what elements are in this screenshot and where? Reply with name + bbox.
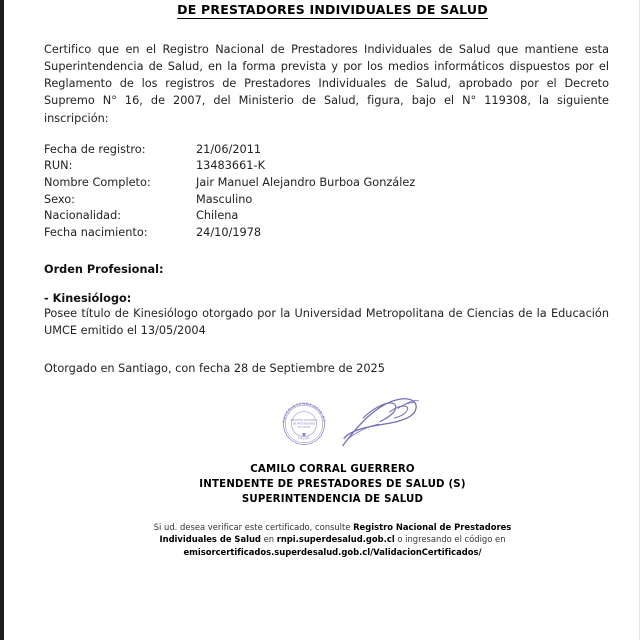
field-label: Sexo: <box>44 192 75 206</box>
field-row-sexo <box>44 192 621 209</box>
signer-block <box>44 463 621 507</box>
verification-footer <box>44 521 621 559</box>
footer-line-2 <box>44 533 621 546</box>
page-title-text: DE PRESTADORES INDIVIDUALES DE SALUD <box>177 2 488 17</box>
page-title <box>44 0 621 17</box>
footer-registry-name: Registro Nacional de Prestadores <box>353 521 512 532</box>
field-row-fecha-nacimiento <box>44 225 621 242</box>
signer-institution: SUPERINTENDENCIA DE SALUD <box>241 493 424 505</box>
verification-url-secondary[interactable]: emisorcertificados.superdesalud.gob.cl/ValidacionCertificados/ <box>183 547 482 558</box>
order-item-body: Posee título de Kinesiólogo otorgado por la Universidad Metropolitana de Ciencias de la Educación UMCE emitido el 13/05/2004 <box>44 307 609 338</box>
svg-text:DE PRESTADORES: DE PRESTADORES <box>292 422 316 426</box>
field-value: 21/06/2011 <box>196 142 262 156</box>
footer-registry-name-cont: Individuales de Salud <box>159 534 261 545</box>
official-seal-icon <box>279 399 329 449</box>
signer-role: INTENDENTE DE PRESTADORES DE SALUD (S) <box>199 479 466 490</box>
footer-text: en <box>260 534 277 545</box>
svg-text:DE SALUD: DE SALUD <box>297 426 311 430</box>
field-value: Jair Manuel Alejandro Burboa González <box>196 175 416 189</box>
field-label: Fecha de registro: <box>44 142 146 156</box>
field-row-nombre-completo <box>44 175 621 192</box>
certificate-page <box>4 0 639 640</box>
field-row-run <box>44 158 621 175</box>
order-section-heading: Orden Profesional: <box>44 263 164 277</box>
svg-text:REGISTRO NACIONAL: REGISTRO NACIONAL <box>290 419 318 423</box>
footer-line-1 <box>44 521 621 534</box>
field-row-nacionalidad <box>44 208 621 225</box>
registry-fields <box>44 142 621 242</box>
field-value: 13483661-K <box>196 159 265 173</box>
field-label: Fecha nacimiento: <box>44 225 148 239</box>
field-value: Masculino <box>196 192 253 206</box>
field-label: Nombre Completo: <box>44 175 151 189</box>
svg-text:SUPERINTENDENCIA DE: SUPERINTENDENCIA DE <box>282 402 326 424</box>
svg-text:SALUD: SALUD <box>297 435 311 441</box>
signer-name: CAMILO CORRAL GUERRERO <box>250 464 415 476</box>
intro-paragraph: Certifico que en el Registro Nacional de Prestadores Individuales de Salud que mantiene esta Superintendencia de Salud, en la forma prevista y por los medios informáticos dispuestos por el Reglamento de los registros de Prestadores Individuales de Salud, aprobado por el Decreto Supremo N° 16, de 2007, del Ministerio de Salud, figura, bajo el N° 119308, la siguiente inscripción: <box>44 43 609 125</box>
field-value: Chilena <box>196 209 239 223</box>
verification-url-primary[interactable]: rnpi.superdesalud.gob.cl <box>276 534 395 545</box>
footer-text: Si ud. desea verificar este certificado, consulte <box>153 521 354 532</box>
footer-line-3 <box>44 546 621 559</box>
signature-area <box>44 399 621 461</box>
granted-line: Otorgado en Santiago, con fecha 28 de Septiembre de 2025 <box>44 362 385 376</box>
handwritten-signature <box>332 393 428 455</box>
field-label: Nacionalidad: <box>44 209 122 223</box>
field-row-fecha-registro <box>44 142 621 159</box>
field-value: 24/10/1978 <box>196 225 262 239</box>
field-label: RUN: <box>44 159 73 173</box>
footer-text: o ingresando el código en <box>394 534 506 545</box>
order-item-title: - Kinesiólogo: <box>44 292 132 306</box>
